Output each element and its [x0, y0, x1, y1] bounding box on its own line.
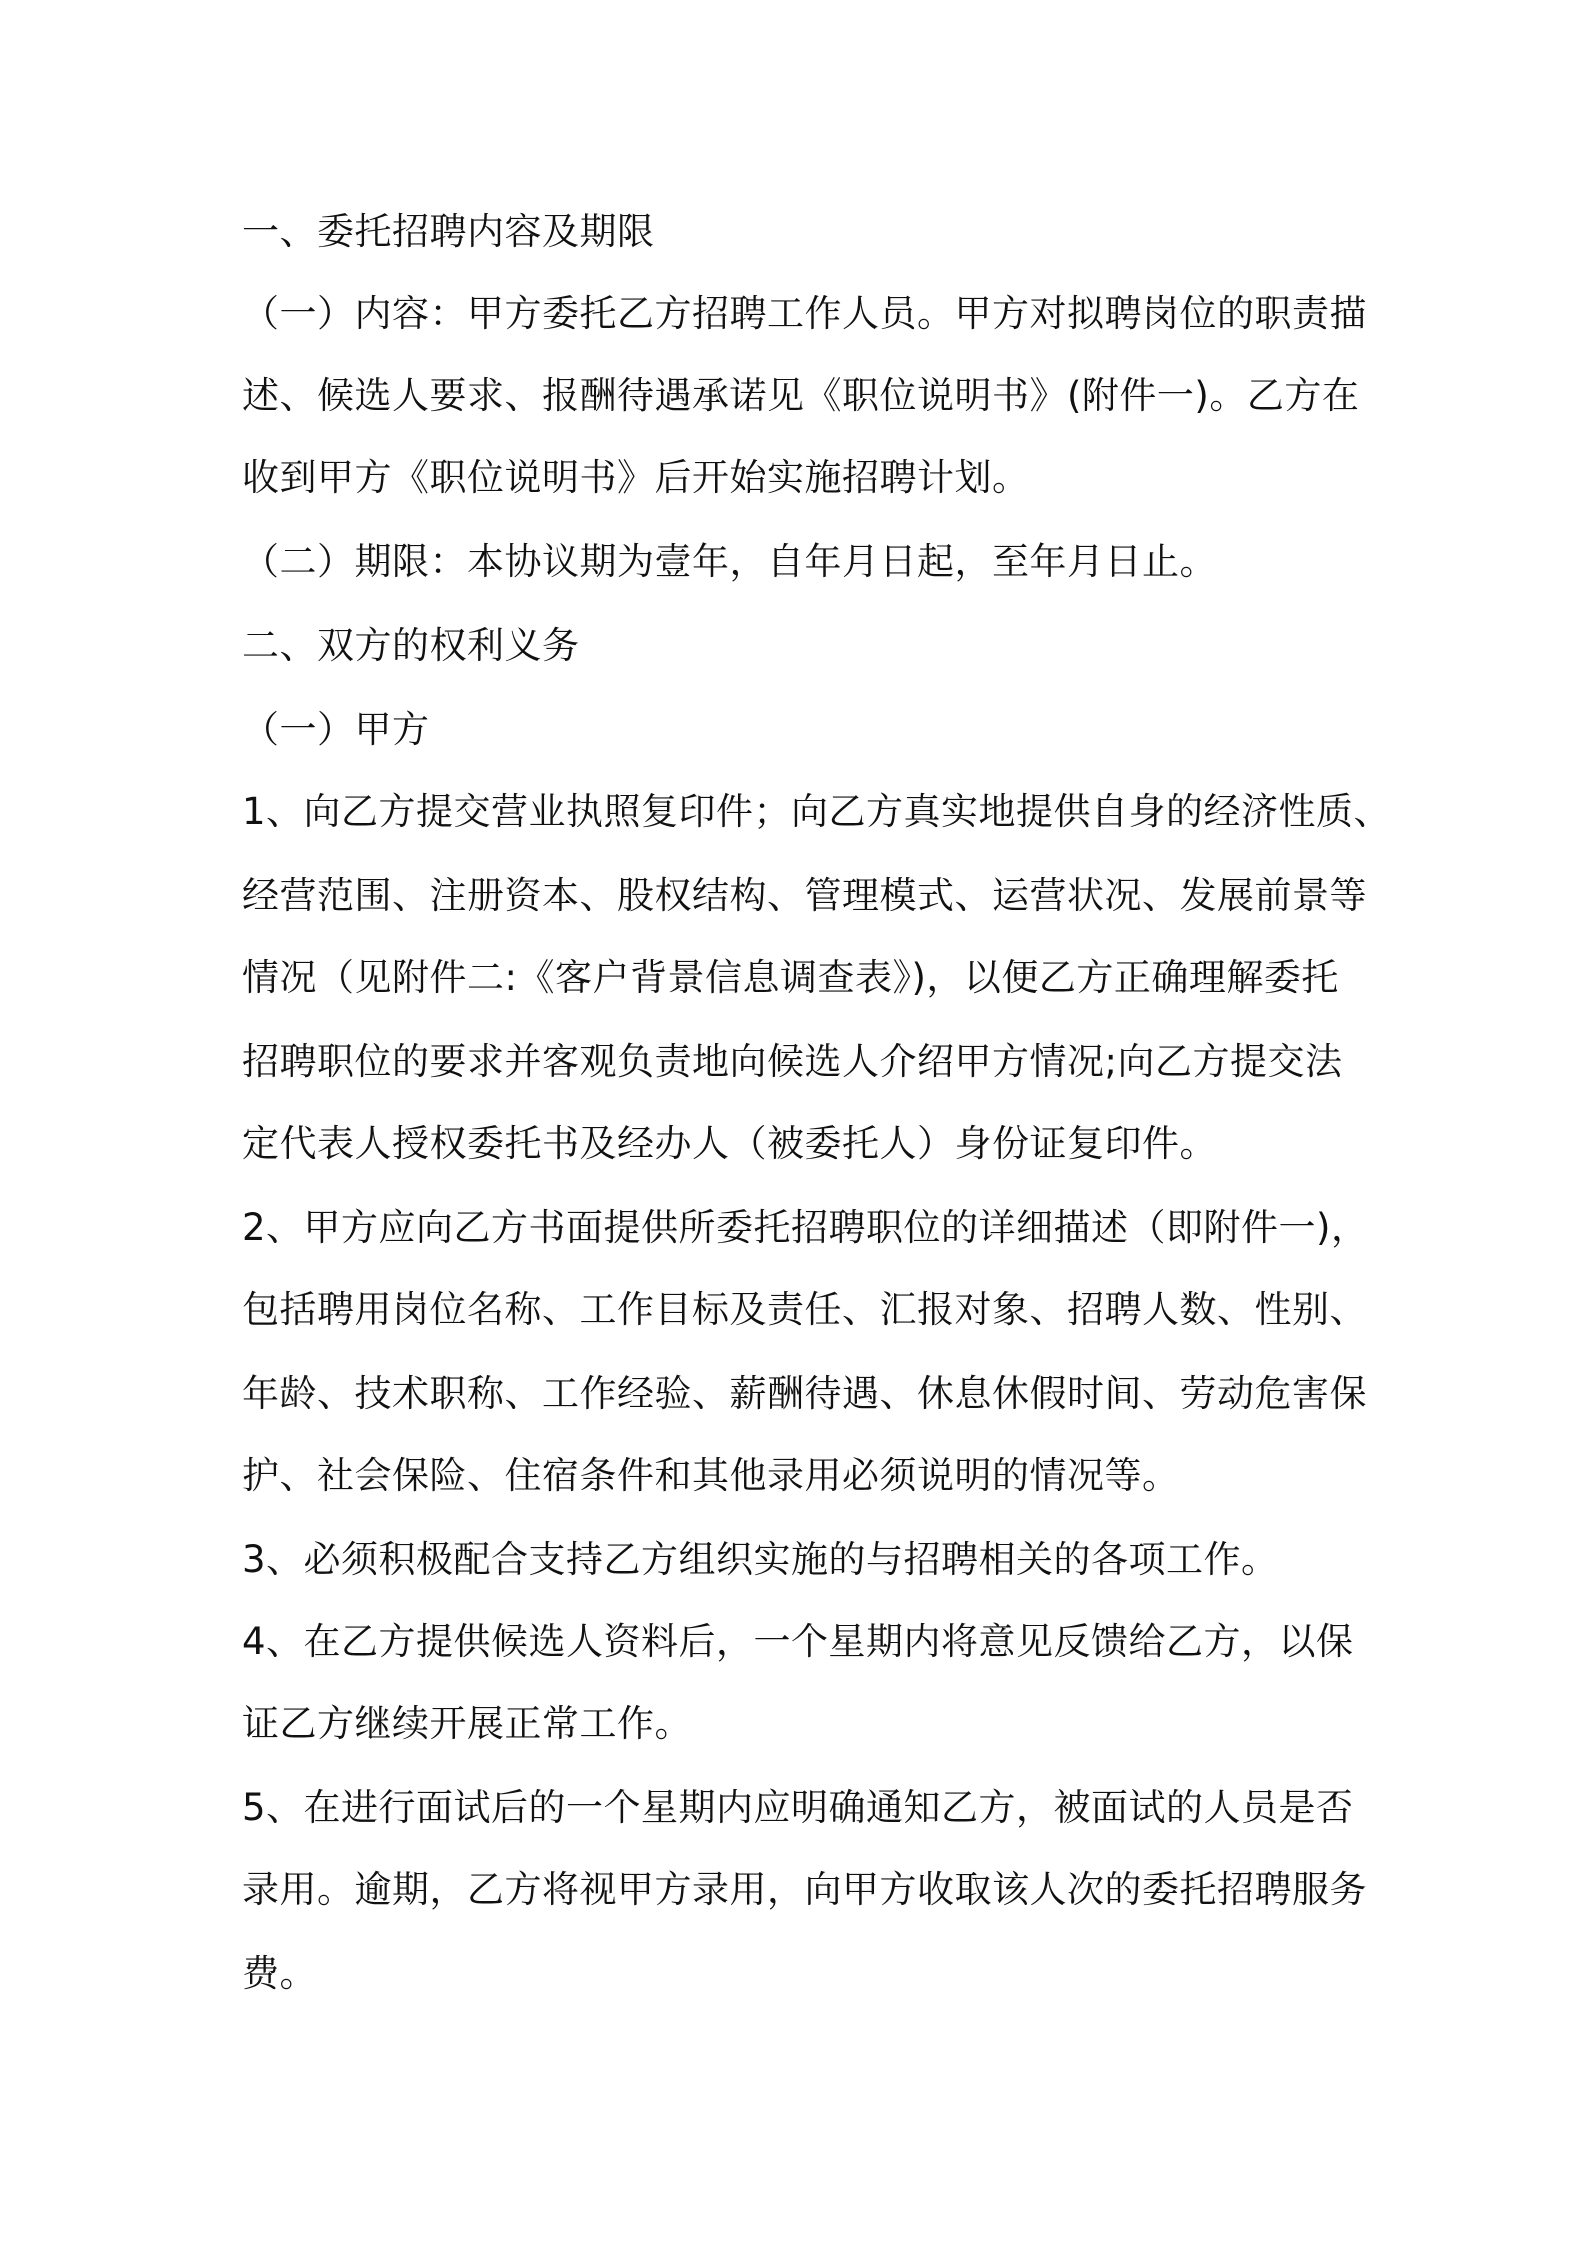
- paragraph-line: （二）期限：本协议期为壹年，自年月日起，至年月日止。: [242, 540, 1217, 583]
- paragraph-line: 录用。逾期，乙方将视甲方录用，向甲方收取该人次的委托招聘服务: [242, 1868, 1367, 1911]
- paragraph-line: 1、向乙方提交营业执照复印件；向乙方真实地提供自身的经济性质、: [242, 790, 1392, 833]
- paragraph-line: 4、在乙方提供候选人资料后，一个星期内将意见反馈给乙方，以保: [242, 1620, 1354, 1663]
- paragraph-line: 包括聘用岗位名称、工作目标及责任、汇报对象、招聘人数、性别、: [242, 1288, 1367, 1331]
- paragraph-line: 收到甲方《职位说明书》后开始实施招聘计划。: [242, 456, 1030, 499]
- paragraph-line: 2、甲方应向乙方书面提供所委托招聘职位的详细描述（即附件一)，: [242, 1206, 1369, 1249]
- paragraph-line: 年龄、技术职称、工作经验、薪酬待遇、休息休假时间、劳动危害保: [242, 1372, 1367, 1415]
- subsection-heading: （一）甲方: [242, 708, 430, 751]
- paragraph-line: 情况（见附件二:《客户背景信息调查表》)，以便乙方正确理解委托: [242, 956, 1339, 999]
- paragraph-line: 定代表人授权委托书及经办人（被委托人）身份证复印件。: [242, 1122, 1217, 1165]
- paragraph-line: 5、在进行面试后的一个星期内应明确通知乙方，被面试的人员是否: [242, 1786, 1354, 1829]
- paragraph-line: 证乙方继续开展正常工作。: [242, 1702, 692, 1745]
- paragraph-line: 述、候选人要求、报酬待遇承诺见《职位说明书》(附件一)。乙方在: [242, 374, 1360, 417]
- paragraph-line: 经营范围、注册资本、股权结构、管理模式、运营状况、发展前景等: [242, 874, 1367, 917]
- section-heading-1: 一、委托招聘内容及期限: [242, 210, 655, 253]
- paragraph-line: 费。: [242, 1952, 317, 1995]
- paragraph-line: 护、社会保险、住宿条件和其他录用必须说明的情况等。: [242, 1454, 1180, 1497]
- paragraph-line: （一）内容：甲方委托乙方招聘工作人员。甲方对拟聘岗位的职责描: [242, 292, 1367, 335]
- paragraph-line: 招聘职位的要求并客观负责地向候选人介绍甲方情况;向乙方提交法: [242, 1040, 1343, 1083]
- paragraph-line: 3、必须积极配合支持乙方组织实施的与招聘相关的各项工作。: [242, 1538, 1279, 1581]
- section-heading-2: 二、双方的权利义务: [242, 624, 580, 667]
